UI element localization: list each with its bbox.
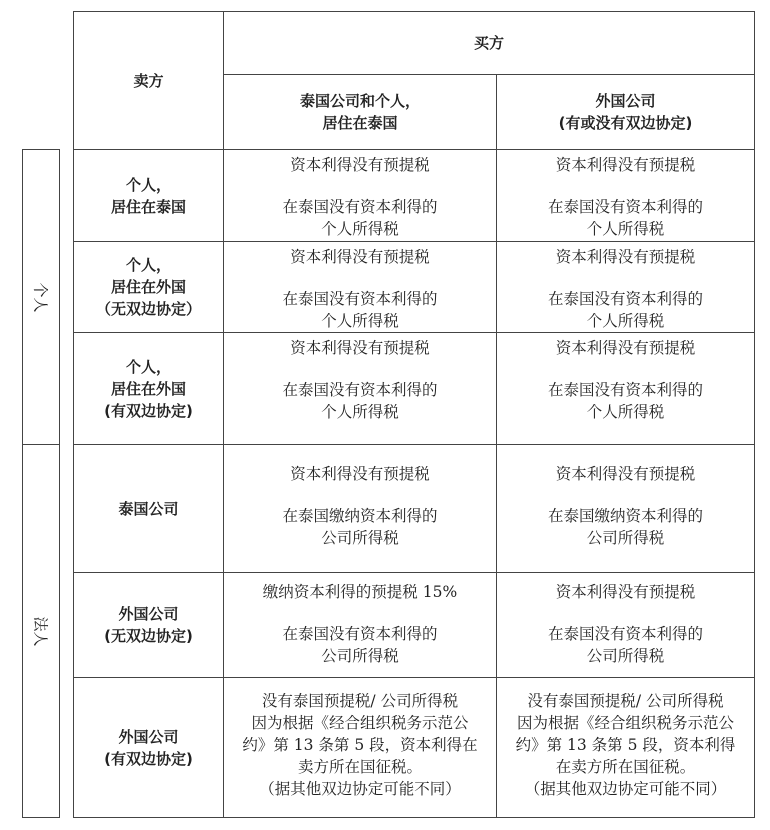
header-buyer-col-thai: [224, 75, 496, 149]
header-seller-text: 卖方: [133, 71, 164, 90]
tax-note: 公司所得税: [586, 529, 665, 547]
tax-note: 在泰国没有资本利得的: [547, 290, 703, 308]
header-col1-line1: 泰国公司和个人，: [299, 92, 420, 110]
tax-note: 资本利得没有预提税: [290, 339, 430, 357]
tax-note: 在泰国没有资本利得的: [282, 198, 438, 216]
tax-note: 没有泰国预提税/ 公司所得税: [261, 692, 459, 710]
tax-note: 个人所得税: [586, 312, 665, 330]
tax-note: 在泰国没有资本利得的: [282, 625, 438, 643]
tax-note: 个人所得税: [586, 220, 665, 238]
header-col2-line2: (有或没有双边协定): [558, 114, 693, 132]
tax-note: 卖方所在国征税。: [297, 758, 422, 776]
header-buyer-text: 买方: [473, 34, 504, 52]
row-5-col-thai: [224, 573, 496, 677]
row-4-seller: [74, 445, 223, 572]
seller-line: (有双边协定): [104, 749, 193, 768]
row-5-seller: [74, 573, 223, 677]
group-label-corporate: [22, 445, 60, 817]
header-buyer: [224, 12, 754, 74]
row-3-col-foreign: [497, 333, 754, 444]
seller-line: 个人，: [125, 357, 171, 376]
tax-note: 个人所得税: [321, 403, 399, 421]
tax-note: 资本利得没有预提税: [290, 248, 430, 266]
tax-note: 约》第 13 条第 5 段，资本利得在: [242, 736, 478, 754]
seller-line: (无双边协定): [104, 627, 193, 645]
row-6-seller: [74, 678, 223, 817]
tax-note: 在泰国缴纳资本利得的: [282, 507, 438, 525]
tax-note: 资本利得没有预提税: [555, 248, 696, 266]
tax-note: 在泰国没有资本利得的: [282, 290, 438, 308]
seller-line: (有双边协定): [104, 401, 193, 420]
tax-note: 公司所得税: [321, 529, 399, 547]
tax-note: 资本利得没有预提税: [555, 339, 696, 357]
row-3-col-thai: [224, 333, 496, 444]
tax-note: 个人所得税: [321, 312, 399, 330]
tax-note: 资本利得没有预提税: [290, 465, 430, 483]
tax-note: 个人所得税: [586, 403, 665, 421]
group-label-corporate-text: 法人: [31, 615, 50, 647]
tax-note: 没有泰国预提税/ 公司所得税: [527, 692, 724, 710]
tax-note: 因为根据《经合组织税务示范公: [251, 714, 469, 732]
tax-note: 缴纳资本利得的预提税 15%: [262, 583, 458, 601]
row-2-col-thai: [224, 242, 496, 332]
seller-line: 居住在外国: [110, 278, 186, 296]
seller-line: 外国公司: [118, 605, 179, 623]
row-1-col-thai: [224, 150, 496, 241]
header-buyer-col-foreign: [497, 75, 754, 149]
tax-note: 在泰国没有资本利得的: [547, 381, 703, 399]
tax-note: 资本利得没有预提税: [555, 465, 696, 483]
tax-note: 公司所得税: [586, 647, 665, 665]
seller-line: 居住在外国: [110, 379, 186, 398]
seller-line: 泰国公司: [118, 499, 179, 518]
header-seller: [74, 12, 223, 149]
row-6-col-thai: [224, 678, 496, 817]
group-label-individual: [22, 150, 60, 444]
seller-line: 外国公司: [118, 727, 179, 746]
seller-line: 居住在泰国: [110, 197, 186, 216]
tax-note: 约》第 13 条第 5 段，资本利得: [515, 736, 736, 754]
tax-note: 在泰国缴纳资本利得的: [547, 507, 703, 525]
tax-note: 在泰国没有资本利得的: [547, 625, 703, 643]
tax-note: 在泰国没有资本利得的: [282, 381, 438, 399]
row-3-seller: [74, 333, 223, 444]
header-col2-line1: 外国公司: [595, 92, 656, 110]
seller-line: 个人，: [125, 175, 171, 194]
row-4-col-foreign: [497, 445, 754, 572]
row-2-col-foreign: [497, 242, 754, 332]
tax-note: 在泰国没有资本利得的: [547, 198, 703, 216]
tax-note: 资本利得没有预提税: [290, 156, 430, 174]
row-1-col-foreign: [497, 150, 754, 241]
tax-note: 在卖方所在国征税。: [555, 758, 696, 776]
tax-note: 个人所得税: [321, 220, 399, 238]
tax-note: 资本利得没有预提税: [555, 583, 696, 601]
tax-note: （据其他双边协定可能不同）: [259, 780, 461, 798]
tax-note: 资本利得没有预提税: [555, 156, 696, 174]
seller-line: 个人，: [125, 256, 171, 274]
row-4-col-thai: [224, 445, 496, 572]
seller-line: （无双边协定）: [95, 300, 201, 318]
group-label-individual-text: 个人: [31, 281, 50, 313]
row-1-seller: [74, 150, 223, 241]
tax-note: 公司所得税: [321, 647, 399, 665]
tax-note: （据其他双边协定可能不同）: [524, 780, 727, 798]
row-2-seller: [74, 242, 223, 332]
header-col1-line2: 居住在泰国: [322, 114, 398, 132]
row-5-col-foreign: [497, 573, 754, 677]
row-6-col-foreign: [497, 678, 754, 817]
tax-note: 因为根据《经合组织税务示范公: [516, 714, 734, 732]
